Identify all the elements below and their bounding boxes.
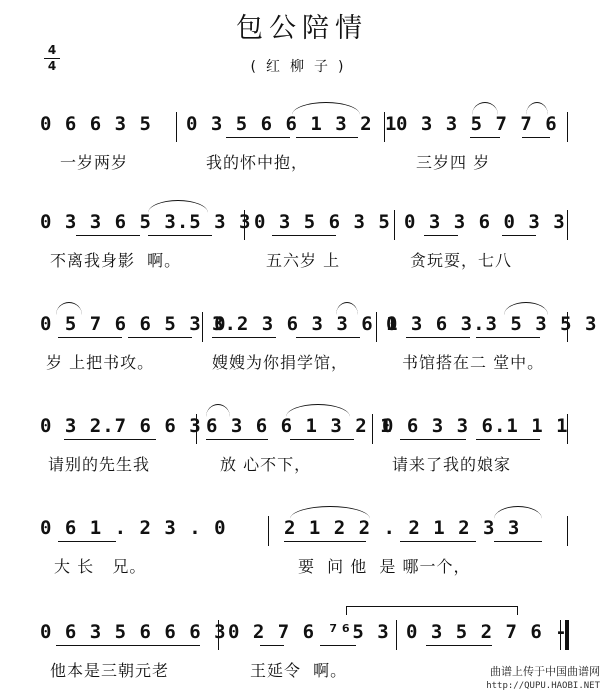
slur — [206, 404, 230, 417]
bar-line — [567, 414, 568, 444]
underline — [260, 645, 284, 646]
underline — [424, 235, 458, 236]
score-row-3 — [0, 312, 604, 392]
bar-line — [196, 414, 197, 444]
underline — [502, 235, 536, 236]
score-row-2 — [0, 210, 604, 290]
song-subtitle: (红柳子) — [250, 59, 354, 75]
underline — [226, 137, 290, 138]
measure: 0 3 3 6 0 3 3 — [404, 211, 566, 233]
song-title: 包公陪情 — [236, 13, 368, 44]
bar-line — [567, 210, 568, 240]
underline — [272, 235, 336, 236]
lyric: 书馆搭在二 堂中。 — [402, 353, 545, 372]
bar-line — [176, 112, 177, 142]
measure: 0 3 5 2 7 6 - — [406, 621, 568, 643]
lyric: 岁 上把书攻。 — [46, 353, 155, 372]
lyric: 王延令 啊。 — [250, 661, 348, 680]
bar-line — [396, 620, 397, 650]
slur — [286, 404, 350, 417]
measure: 0 3 3 5 7 7 6 — [396, 113, 558, 135]
underline — [494, 541, 542, 542]
bar-line — [567, 112, 568, 142]
slur — [526, 102, 548, 115]
underline — [296, 137, 358, 138]
score-row-5 — [0, 516, 604, 596]
underline — [64, 439, 156, 440]
measure: 0 3 5 6 6 1 3 2 1 — [186, 113, 398, 135]
lyric: 不离我身影 啊。 — [50, 251, 182, 270]
underline — [426, 645, 492, 646]
slur — [504, 302, 548, 315]
lyric: 请来了我的娘家 — [392, 455, 512, 474]
lyric: 他本是三朝元老 — [50, 661, 170, 680]
bar-line — [268, 516, 269, 546]
lyric: 嫂嫂为你捐学馆， — [212, 353, 349, 372]
lyric: 请别的先生我 — [48, 455, 151, 474]
slur — [494, 506, 542, 519]
lyric: 五六岁 上 — [266, 251, 341, 270]
measure: 0 3 2.7 6 6 3 — [40, 415, 202, 437]
underline — [148, 235, 212, 236]
underline — [284, 541, 366, 542]
measure: 2 1 2 2 . 2 1 2 3 3 — [284, 517, 521, 539]
underline — [522, 137, 550, 138]
source-url: http://QUPU.HAOBI.NET — [486, 681, 600, 691]
underline — [290, 439, 354, 440]
slur — [148, 200, 208, 213]
measure: 0 3 5 6 3 5 — [254, 211, 391, 233]
underline — [476, 439, 540, 440]
lyric: 放 心不下， — [220, 455, 312, 474]
underline — [56, 645, 200, 646]
final-bar-line — [560, 620, 569, 650]
bracket — [346, 606, 518, 615]
bar-line — [218, 620, 219, 650]
underline — [406, 337, 470, 338]
measure: 0 3 3 6 5 3.5 3 3 — [40, 211, 252, 233]
bar-line — [376, 312, 377, 342]
measure: 0 6 1 . 2 3 . 0 — [40, 517, 227, 539]
score-row-1 — [0, 112, 604, 192]
source-caption: 曲谱上传于中国曲谱网 — [490, 665, 600, 678]
lyric: 大 长 兄。 — [54, 557, 147, 576]
slur — [290, 506, 370, 519]
measure: 0 6 3 5 6 6 6 3 — [40, 621, 227, 643]
score-row-4 — [0, 414, 604, 494]
measure: 6 3 6 6 1 3 2 1 — [206, 415, 393, 437]
measure: 0 3 6 3.3 5 3 5 3 — [386, 313, 598, 335]
slur — [336, 302, 358, 315]
lyric: 三岁四 岁 — [416, 153, 491, 172]
lyric: 要 问 他 是 哪一个， — [298, 557, 471, 576]
bar-line — [567, 312, 568, 342]
bar-line — [394, 210, 395, 240]
slur — [472, 102, 498, 115]
slur — [292, 102, 360, 115]
measure: 0 2 7 6 ⁷⁶5 3 — [228, 621, 390, 643]
slur — [56, 302, 82, 315]
bar-line — [372, 414, 373, 444]
underline — [212, 337, 276, 338]
underline — [58, 541, 116, 542]
underline — [58, 337, 122, 338]
time-signature-bottom: 4 — [47, 59, 57, 73]
bar-line — [567, 516, 568, 546]
lyric: 贪玩耍，七八 — [410, 251, 513, 270]
time-signature — [44, 44, 60, 73]
bar-line — [244, 210, 245, 240]
measure: 0 5 7 6 6 5 3 0 — [40, 313, 227, 335]
measure: 0 6 3 3 6.1 1 1 — [382, 415, 569, 437]
underline — [128, 337, 192, 338]
underline — [400, 541, 476, 542]
measure: 3.2 3 6 3 3 6 1 — [212, 313, 399, 335]
measure: 0 6 6 3 5 — [40, 113, 152, 135]
underline — [296, 337, 360, 338]
underline — [476, 337, 540, 338]
underline — [76, 235, 140, 236]
lyric: 一岁两岁 — [60, 153, 129, 172]
lyric: 我的怀中抱， — [206, 153, 309, 172]
underline — [206, 439, 268, 440]
bar-line — [384, 112, 385, 142]
underline — [320, 645, 356, 646]
bar-line — [202, 312, 203, 342]
time-signature-top: 4 — [47, 43, 57, 57]
underline — [470, 137, 500, 138]
underline — [400, 439, 466, 440]
